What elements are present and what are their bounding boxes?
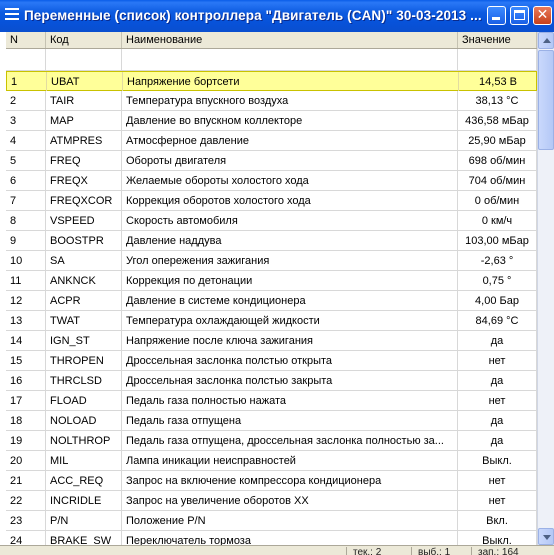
table-row[interactable] [6,351,537,371]
table-row[interactable] [6,191,537,211]
status-selected: выб.: 1 [411,547,478,555]
table-header [6,32,537,49]
row-code: TAIR [46,91,122,110]
row-number: 22 [6,491,46,510]
table-row[interactable] [6,111,537,131]
table-row[interactable] [6,91,537,111]
row-code: UBAT [47,72,123,91]
row-code: MIL [46,451,122,470]
maximize-button[interactable] [510,6,529,25]
table-row[interactable] [6,151,537,171]
row-number: 19 [6,431,46,450]
table-row[interactable] [6,431,537,451]
row-name: Скорость автомобиля [122,211,458,230]
column-header-name[interactable]: Наименование [122,32,458,48]
row-name: Давление наддува [122,231,458,250]
row-name: Педаль газа отпущена [122,411,458,430]
window-title: Переменные (список) контроллера "Двигатель (CAN)" 30-03-2013 ... [24,8,482,23]
table-row[interactable] [6,391,537,411]
row-value: да [458,331,537,350]
row-name: Давление в системе кондиционера [122,291,458,310]
row-number: 6 [6,171,46,190]
row-number: 16 [6,371,46,390]
row-name: Напряжение после ключа зажигания [122,331,458,350]
row-value: Выкл. [458,531,537,545]
row-value: 0 км/ч [458,211,537,230]
row-code: IGN_ST [46,331,122,350]
row-number: 20 [6,451,46,470]
row-number: 9 [6,231,46,250]
row-value: -2,63 ° [458,251,537,270]
row-number: 8 [6,211,46,230]
row-code: NOLTHROP [46,431,122,450]
table-row[interactable] [6,331,537,351]
row-name: Температура впускного воздуха [122,91,458,110]
minimize-icon [492,17,500,20]
row-name: Лампа иникации неисправностей [122,451,458,470]
filter-cell-name[interactable] [122,49,458,70]
table-row[interactable] [6,171,537,191]
row-name: Запрос на увеличение оборотов ХХ [122,491,458,510]
row-value: 84,69 °C [458,311,537,330]
row-value: да [458,411,537,430]
filter-cell-code[interactable] [46,49,122,70]
list-icon[interactable] [5,8,19,24]
table-row[interactable] [6,531,537,545]
table-row[interactable] [6,131,537,151]
row-code: SA [46,251,122,270]
title-bar[interactable] [0,0,554,32]
row-code: FREQX [46,171,122,190]
table-row[interactable] [6,491,537,511]
status-records: зап.: 164 [471,547,548,555]
row-code: FREQXCOR [46,191,122,210]
scroll-down-button[interactable] [538,528,554,545]
row-name: Переключатель тормоза [122,531,458,545]
table-row[interactable] [6,451,537,471]
column-header-n[interactable]: N [6,32,46,48]
row-name: Дроссельная заслонка полстью закрыта [122,371,458,390]
row-number: 15 [6,351,46,370]
column-header-code[interactable]: Код [46,32,122,48]
row-value: нет [458,491,537,510]
table-row[interactable] [6,511,537,531]
table-row[interactable] [6,251,537,271]
table-row[interactable] [6,311,537,331]
filter-cell-n[interactable] [6,49,46,70]
column-header-value[interactable]: Значение [458,32,537,48]
row-number: 11 [6,271,46,290]
row-code: VSPEED [46,211,122,230]
status-bar [0,545,554,555]
row-code: ACPR [46,291,122,310]
row-name: Педаль газа полностью нажата [122,391,458,410]
row-value: 103,00 мБар [458,231,537,250]
row-name: Коррекция оборотов холостого хода [122,191,458,210]
row-number: 4 [6,131,46,150]
table-row[interactable] [6,291,537,311]
status-current: тек.: 2 [346,547,418,555]
row-code: THRCLSD [46,371,122,390]
row-value: 0 об/мин [458,191,537,210]
row-number: 10 [6,251,46,270]
row-value: нет [458,471,537,490]
row-code: ACC_REQ [46,471,122,490]
row-number: 14 [6,331,46,350]
maximize-icon [514,10,525,20]
arrow-down-icon [543,535,551,540]
row-value: нет [458,351,537,370]
row-value: нет [458,391,537,410]
row-code: ATMPRES [46,131,122,150]
row-name: Температура охлаждающей жидкости [122,311,458,330]
row-code: FLOAD [46,391,122,410]
row-value: 436,58 мБар [458,111,537,130]
row-number: 1 [7,72,47,91]
close-icon: ✕ [536,7,549,23]
row-number: 21 [6,471,46,490]
row-name: Дроссельная заслонка полстью открыта [122,351,458,370]
row-number: 13 [6,311,46,330]
table-row[interactable] [6,411,537,431]
table-row[interactable] [6,271,537,291]
row-code: TWAT [46,311,122,330]
row-value: Вкл. [458,511,537,530]
table-row[interactable] [6,371,537,391]
table-row[interactable] [6,471,537,491]
row-number: 5 [6,151,46,170]
filter-cell-value[interactable] [458,49,537,70]
row-code: BOOSTPR [46,231,122,250]
row-number: 17 [6,391,46,410]
scroll-thumb[interactable] [538,50,554,150]
row-value: да [458,371,537,390]
row-number: 18 [6,411,46,430]
row-code: INCRIDLE [46,491,122,510]
minimize-button[interactable] [487,6,506,25]
row-number: 24 [6,531,46,545]
row-code: ANKNCK [46,271,122,290]
table-row[interactable] [6,231,537,251]
row-name: Педаль газа отпущена, дроссельная заслонка полностью за... [122,431,458,450]
row-value: 38,13 °C [458,91,537,110]
table-row[interactable] [6,211,537,231]
row-name: Угол опережения зажигания [122,251,458,270]
filter-row[interactable] [6,49,537,71]
row-code: P/N [46,511,122,530]
row-value: 25,90 мБар [458,131,537,150]
row-name: Положение P/N [122,511,458,530]
row-code: FREQ [46,151,122,170]
row-value: 698 об/мин [458,151,537,170]
row-name: Желаемые обороты холостого хода [122,171,458,190]
row-number: 3 [6,111,46,130]
row-value: 704 об/мин [458,171,537,190]
row-name: Давление во впускном коллекторе [122,111,458,130]
row-name: Запрос на включение компрессора кондиционера [122,471,458,490]
scroll-up-button[interactable] [538,32,554,49]
row-name: Обороты двигателя [122,151,458,170]
vertical-scrollbar[interactable] [537,32,554,545]
row-number: 2 [6,91,46,110]
row-number: 23 [6,511,46,530]
row-value: Выкл. [458,451,537,470]
row-code: MAP [46,111,122,130]
row-name: Атмосферное давление [122,131,458,150]
row-number: 12 [6,291,46,310]
row-code: THROPEN [46,351,122,370]
row-name: Напряжение бортсети [123,72,459,91]
table-row[interactable] [6,71,537,91]
variables-table[interactable] [6,32,537,545]
row-code: BRAKE_SW [46,531,122,545]
arrow-up-icon [543,38,551,43]
row-value: 0,75 ° [458,271,537,290]
row-value: да [458,431,537,450]
row-name: Коррекция по детонации [122,271,458,290]
row-value: 4,00 Бар [458,291,537,310]
close-button[interactable] [533,6,552,25]
row-code: NOLOAD [46,411,122,430]
row-number: 7 [6,191,46,210]
row-value: 14,53 В [459,72,537,91]
